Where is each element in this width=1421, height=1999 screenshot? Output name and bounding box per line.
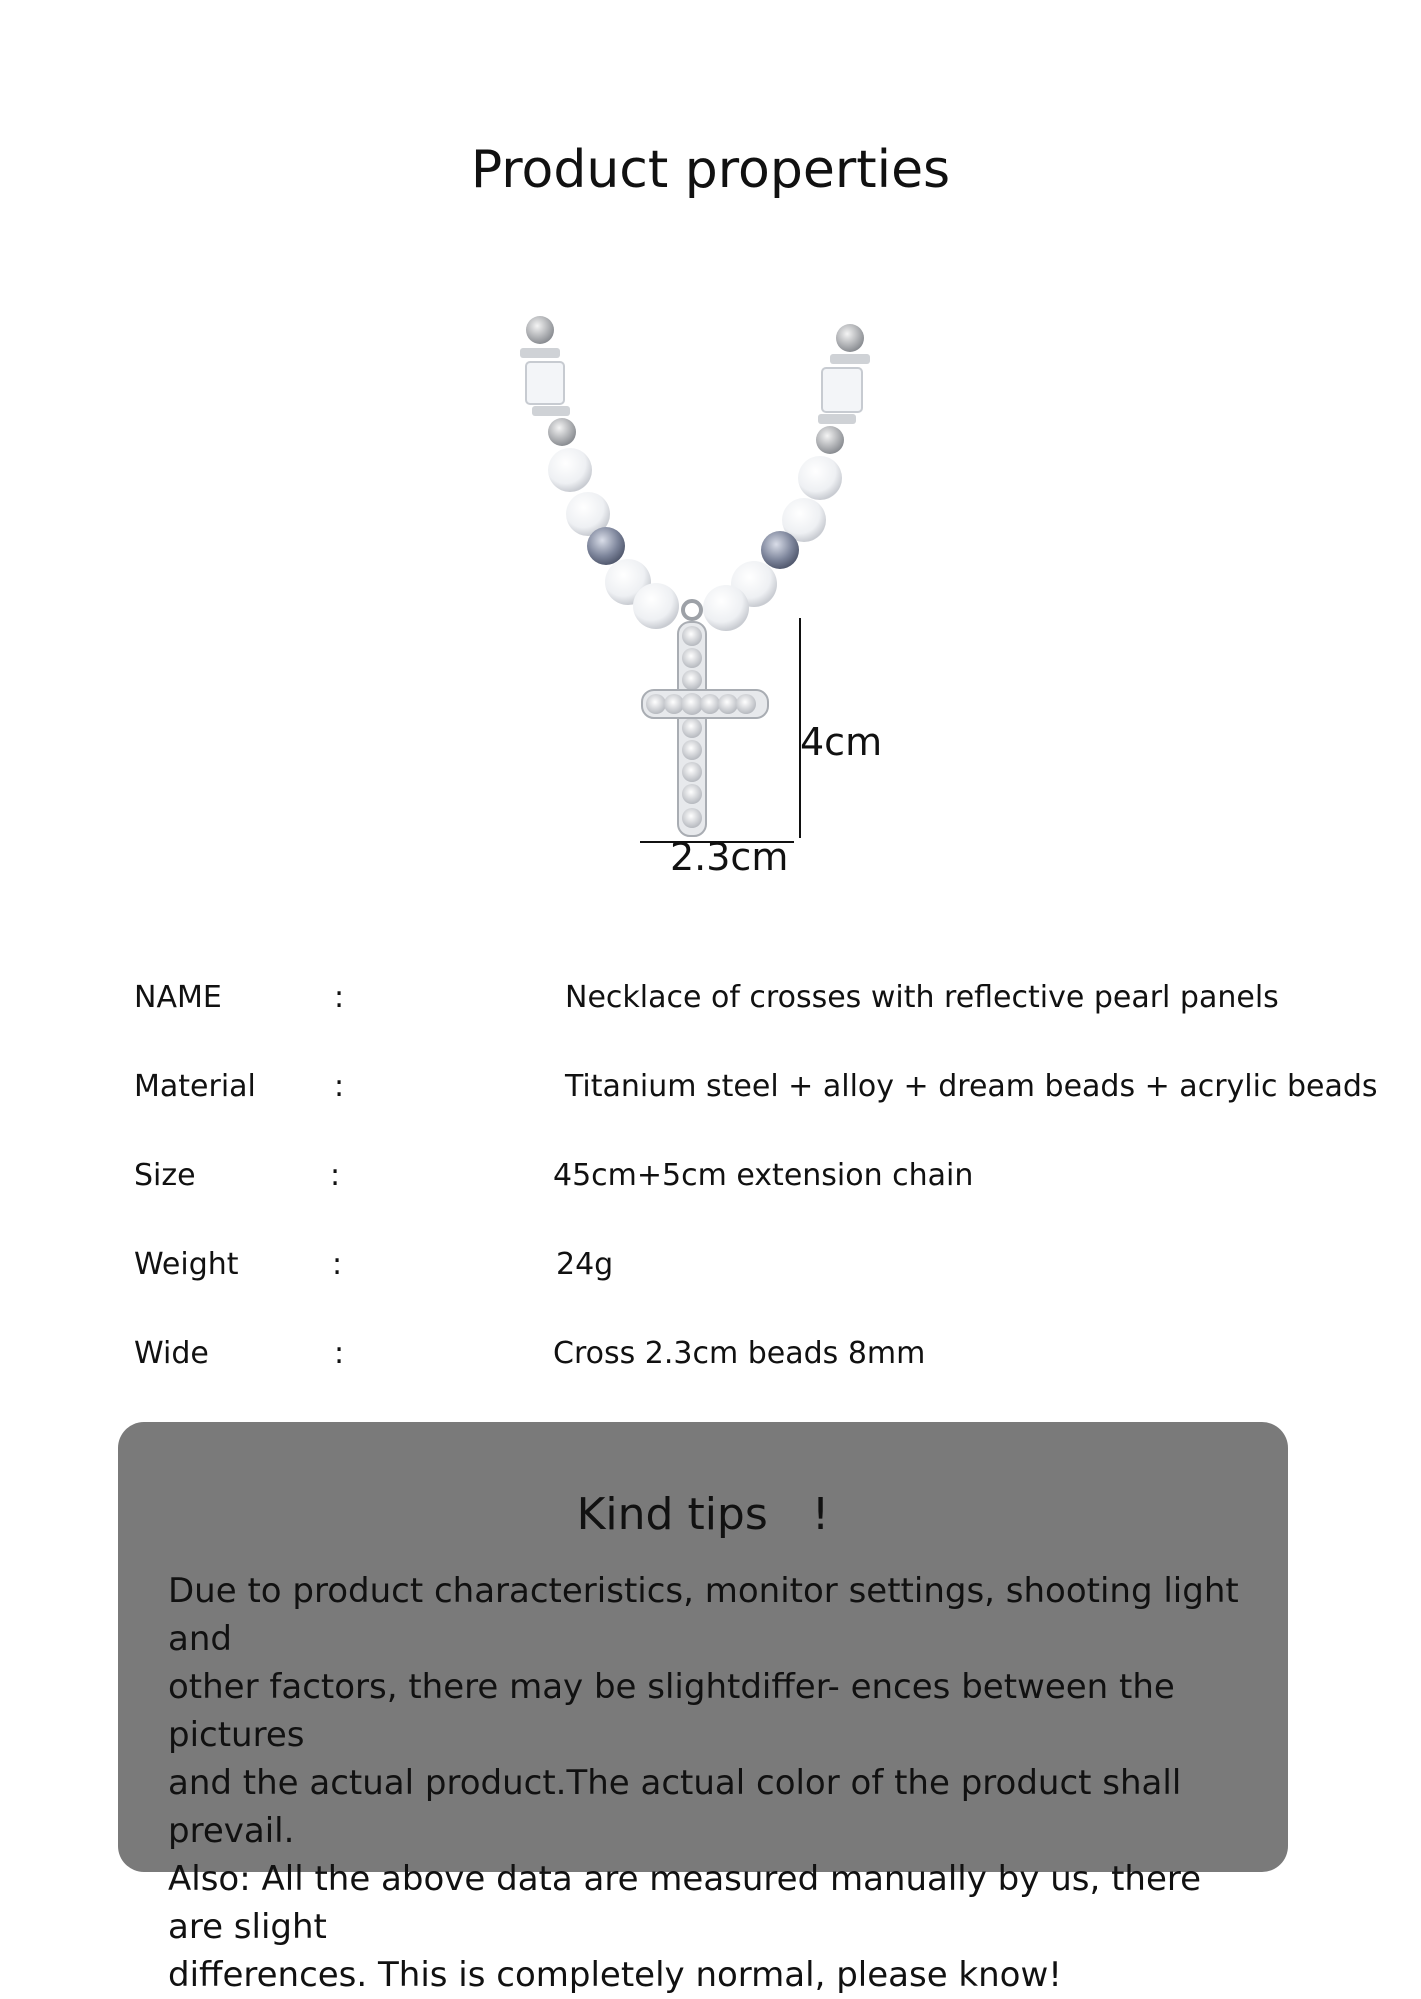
- property-value: Necklace of crosses with reflective pearl panels: [565, 980, 1279, 1015]
- property-separator: :: [334, 980, 345, 1015]
- width-dimension-label: 2.3cm: [670, 835, 789, 879]
- property-key: Material: [134, 1069, 256, 1104]
- property-value: Titanium steel + alloy + dream beads + acrylic beads: [565, 1069, 1378, 1104]
- necklace-image: [470, 310, 930, 910]
- kind-tips-line: differences. This is completely normal, please know!: [168, 1955, 1062, 1995]
- property-key: Weight: [134, 1247, 239, 1282]
- property-key: Size: [134, 1158, 196, 1193]
- property-value: Cross 2.3cm beads 8mm: [553, 1336, 926, 1371]
- kind-tips-text: [168, 1567, 1258, 1999]
- kind-tips-line: Also: All the above data are measured manually by us, there are slight: [168, 1859, 1202, 1947]
- kind-tips-line: other factors, there may be slightdiffer- ences between the pictures: [168, 1667, 1175, 1755]
- property-separator: :: [334, 1069, 345, 1104]
- property-row-weight: [0, 1247, 1421, 1297]
- property-value: 24g: [556, 1247, 614, 1282]
- height-dimension-label: 4cm: [800, 720, 883, 764]
- property-row-material: [0, 1069, 1421, 1119]
- property-separator: :: [334, 1336, 345, 1371]
- kind-tips-line: and the actual product.The actual color of the product shall prevail.: [168, 1763, 1182, 1851]
- property-row-size: [0, 1158, 1421, 1208]
- kind-tips-line: Due to product characteristics, monitor settings, shooting light and: [168, 1571, 1239, 1659]
- property-value: 45cm+5cm extension chain: [553, 1158, 974, 1193]
- property-key: Wide: [134, 1336, 209, 1371]
- kind-tips-panel: [118, 1422, 1288, 1995]
- property-separator: :: [332, 1247, 343, 1282]
- property-separator: :: [330, 1158, 341, 1193]
- kind-tips-title: Kind tips !: [576, 1489, 830, 1540]
- property-row-wide: [0, 1336, 1421, 1386]
- page-title: Product properties: [470, 140, 951, 200]
- property-row-name: [0, 980, 1421, 1030]
- property-key: NAME: [134, 980, 222, 1015]
